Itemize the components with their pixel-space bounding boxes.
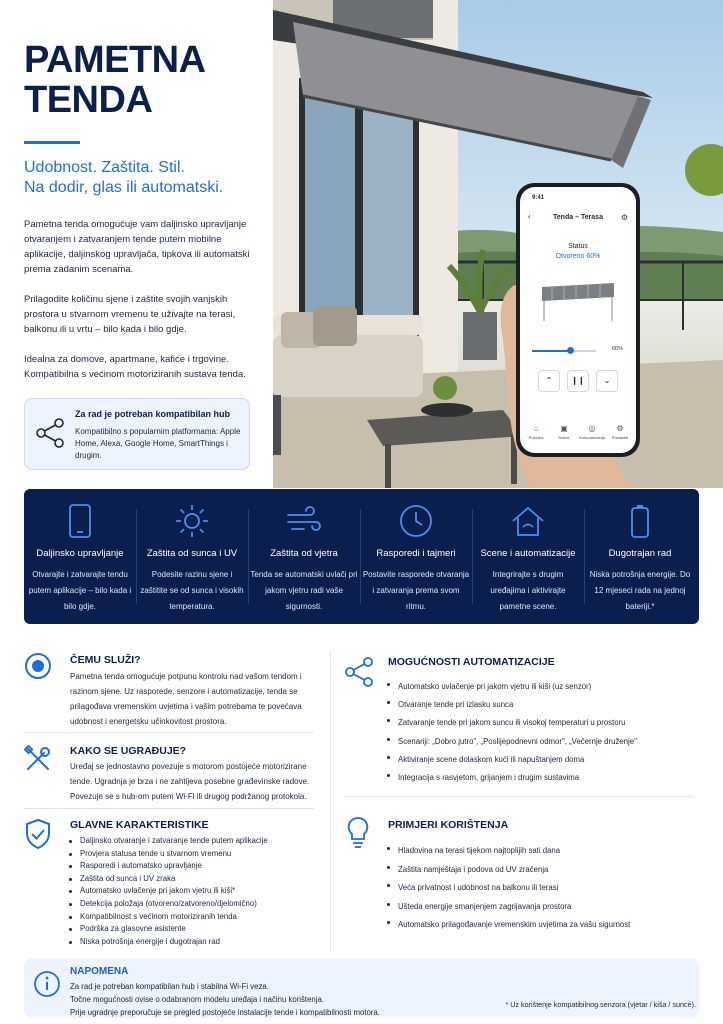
home-nav-icon: ⌂	[533, 424, 539, 433]
nav-automation[interactable]	[578, 424, 606, 440]
list-item: Veća privatnost i udobnost na balkonu ili terasi	[384, 879, 694, 898]
list-item: Hladovina na terasi tijekom najtoplijih sati dana	[384, 842, 694, 861]
share-icon	[344, 656, 374, 688]
openness-slider-knob[interactable]	[567, 347, 574, 354]
purpose-heading: ČEMU SLUŽI?	[70, 654, 141, 666]
list-item: Niska potrošnja energije i dugotrajan rad	[66, 936, 326, 949]
list-item: Ušteda energije smanjenjem zagrijavanja prostora	[384, 898, 694, 917]
feature-text: Niska potrošnja energije. Do 12 mjeseci rada na jednoj bateriji.*	[589, 570, 691, 611]
tools-icon	[24, 745, 52, 773]
awning-up-button[interactable]: ⌃	[538, 370, 560, 392]
back-chevron-icon[interactable]: ‹	[528, 212, 531, 221]
hub-requirement-card	[24, 398, 250, 470]
openness-slider-fill	[532, 350, 570, 352]
feature-text: Integrirajte s drugim uređajima i aktivirajte pametne scene.	[490, 570, 566, 611]
list-item: Kompatibilnost s većinom motoriziranih tenda	[66, 911, 326, 924]
feature-text: Otvarajte i zatvarajte tendu putem aplikacije – bilo kada i bilo gdje.	[28, 570, 132, 611]
feature-title: Zaštita od sunca i UV	[146, 548, 238, 559]
list-item: Scenariji: „Dobro jutro", „Poslijepodnevni odmor", „Večernje druženje"	[384, 733, 694, 751]
feature-title: Dugotrajan rad	[608, 548, 672, 559]
list-item: Detekcija položaja (otvoreno/zatvoreno/djelomično)	[66, 898, 326, 911]
feature-text: Tenda se automatski uvlači pri jakom vjetru radi vaše sigurnosti.	[250, 570, 358, 611]
nav-automation-label: Automatizacija	[578, 435, 605, 440]
intro-paragraph-2: Prilagodite količinu sjene i zaštite svojih vanjskih prostora u stvarnom vremenu te uživajte na terasi, balkonu ili u vrtu – bilo kada i bilo gdje.	[24, 294, 236, 335]
nav-home-label: Početna	[528, 435, 544, 440]
awning-preview-icon	[538, 279, 618, 323]
list-item: Automatsko uvlačenje pri jakom vjetru ili kiši (uz senzor)	[384, 678, 694, 696]
automation-nav-icon: ◎	[588, 424, 596, 433]
app-status-label: Status	[568, 243, 588, 250]
note-line: Točne mogućnosti ovise o odabranom modelu uređaja i načinu korištenja.	[70, 995, 324, 1004]
sun-icon	[174, 503, 210, 539]
feature-scenes	[472, 489, 584, 624]
list-item: Aktiviranje scene dolaskom kući ili napuštanjem doma	[384, 751, 694, 769]
feature-text: Postavite rasporede otvaranja i zatvaranja prema svom ritmu.	[362, 570, 470, 611]
title-underline	[24, 141, 80, 144]
list-item: Automatsko prilagođavanje vremenskim uvjetima za vašu sigurnost	[384, 916, 694, 935]
feature-sun-protection	[136, 489, 248, 624]
feature-text: Podesite razinu sjene i zaštitite se od sunca i visokih temperatura.	[140, 570, 244, 611]
app-screen	[520, 187, 636, 453]
list-item: Daljinsko otvaranje i zatvaranje tende putem aplikacije	[66, 835, 326, 848]
examples-heading: PRIMJERI KORIŠTENJA	[388, 819, 509, 831]
page-title: PAMETNA TENDA	[24, 39, 205, 121]
install-heading: KAKO SE UGRAĐUJE?	[70, 745, 187, 757]
target-icon	[24, 652, 52, 680]
automation-heading: MOGUĆNOSTI AUTOMATIZACIJE	[388, 656, 555, 668]
list-item: Rasporedi i automatsko upravljanje	[66, 860, 326, 873]
feature-battery	[584, 489, 696, 624]
terrace-illustration	[273, 0, 723, 488]
feature-title: Rasporedi i tajmeri	[376, 548, 456, 559]
nav-home[interactable]	[522, 424, 550, 440]
awning-down-button[interactable]: ⌄	[596, 370, 618, 392]
battery-icon	[622, 503, 658, 539]
lightbulb-icon	[344, 814, 372, 850]
section-divider	[24, 808, 314, 809]
feature-remote-control	[24, 489, 136, 624]
hero-terrace-image	[273, 0, 723, 488]
scenes-nav-icon: ▣	[560, 424, 568, 433]
list-item: Integracija s rasvjetom, grijanjem i drugim sustavima	[384, 769, 694, 787]
install-text: Uređaj se jednostavno povezuje s motorom postojeće motorizirane tende. Ugradnja je brza i ne zahtijeva posebne građevinske radove. Povezuje se s hub-om putem Wi-Fi ili drugog podržanog protokola.	[70, 762, 310, 801]
app-device-title: Tenda – Terasa	[553, 214, 603, 221]
settings-nav-icon: ⚙	[616, 424, 624, 433]
feature-schedules	[360, 489, 472, 624]
nav-scenes[interactable]	[550, 424, 578, 440]
nav-settings-label: Postavke	[611, 435, 629, 440]
phone-device	[516, 183, 640, 457]
info-icon	[33, 970, 61, 998]
examples-list	[384, 842, 694, 935]
tagline	[24, 158, 274, 198]
phone-icon	[62, 503, 98, 539]
list-item: Podrška za glasovne asistente	[66, 923, 326, 936]
feature-title: Zaštita od vjetra	[270, 548, 338, 559]
purpose-text: Pametna tenda omogućuje potpunu kontrolu nad vašom tendom i razinom sjene. Uz rasporede, senzore i automatizacije, tenda se prilagođava vremenskim uvjetima i vašim potrebama te povećava udobnost i energetsku učinkovitost prostora.	[70, 672, 302, 726]
section-divider	[344, 796, 694, 797]
note-text	[70, 980, 470, 1019]
tagline-line-2: Na dodir, glas ili automatski.	[24, 179, 224, 196]
list-item: Automatsko uvlačenje pri jakom vjetru ili kiši*	[66, 885, 326, 898]
feature-title: Daljinsko upravljanje	[36, 548, 124, 559]
intro-paragraph-3: Idealna za domove, apartmane, kafiće i trgovine. Kompatibilna s većinom motoriziranih sustava tenda.	[24, 354, 246, 380]
intro-paragraph-1: Pametna tenda omogućuje vam daljinsko upravljanje otvaranjem i zatvaranjem tende putem mobilne aplikacije, daljinskog upravljača, tipkova ili automatski prema zadanim scenama.	[24, 219, 250, 275]
footnote: * Uz korištenje kompatibilnog senzora (vjetar / kiša / sunce).	[505, 1000, 696, 1009]
tagline-line-1: Udobnost. Zaštita. Stil.	[24, 159, 185, 176]
specs-list	[66, 835, 326, 948]
app-status-value: Otvoreno 60%	[555, 253, 601, 260]
settings-gear-icon[interactable]: ⚙	[620, 213, 628, 222]
feature-band	[24, 489, 699, 624]
automation-list	[384, 678, 694, 787]
share-icon	[35, 417, 65, 449]
feature-wind-protection	[248, 489, 360, 624]
openness-percent: 60%	[612, 346, 624, 352]
list-item: Otvaranje tende pri izlasku sunca	[384, 696, 694, 714]
wind-icon	[286, 503, 322, 539]
column-divider	[330, 652, 331, 952]
specs-heading: GLAVNE KARAKTERISTIKE	[70, 819, 209, 831]
list-item: Provjera statusa tende u stvarnom vremenu	[66, 848, 326, 861]
note-line: Prije ugradnje preporučuje se pregled postojeće instalacije tende i kompatibilnosti motora.	[70, 1008, 380, 1017]
home-icon	[510, 503, 546, 539]
nav-settings[interactable]	[606, 424, 634, 440]
clock-icon	[398, 503, 434, 539]
list-item: Zaštita od sunca i UV zraka	[66, 873, 326, 886]
nav-scenes-label: Scene	[558, 435, 570, 440]
note-line: Za rad je potreban kompatibilan hub i stabilna Wi-Fi veza.	[70, 982, 269, 991]
list-item: Zatvaranje tende pri jakom suncu ili visokoj temperaturi u prostoru	[384, 714, 694, 732]
awning-pause-button[interactable]: ❙❙	[567, 370, 589, 392]
note-box	[24, 958, 699, 1018]
hub-text: Kompatibilno s popularnim platformama: Apple Home, Alexa, Google Home, SmartThings i drugim.	[75, 427, 241, 460]
section-divider	[24, 732, 314, 733]
app-clock: 9:41	[532, 195, 545, 201]
feature-title: Scene i automatizacije	[480, 548, 576, 559]
list-item: Zaštita namještaja i podova od UV zračenja	[384, 861, 694, 880]
note-heading: NAPOMENA	[70, 966, 129, 977]
hub-title: Za rad je potreban kompatibilan hub	[75, 409, 231, 419]
shield-check-icon	[24, 818, 52, 850]
openness-slider[interactable]	[532, 350, 596, 352]
